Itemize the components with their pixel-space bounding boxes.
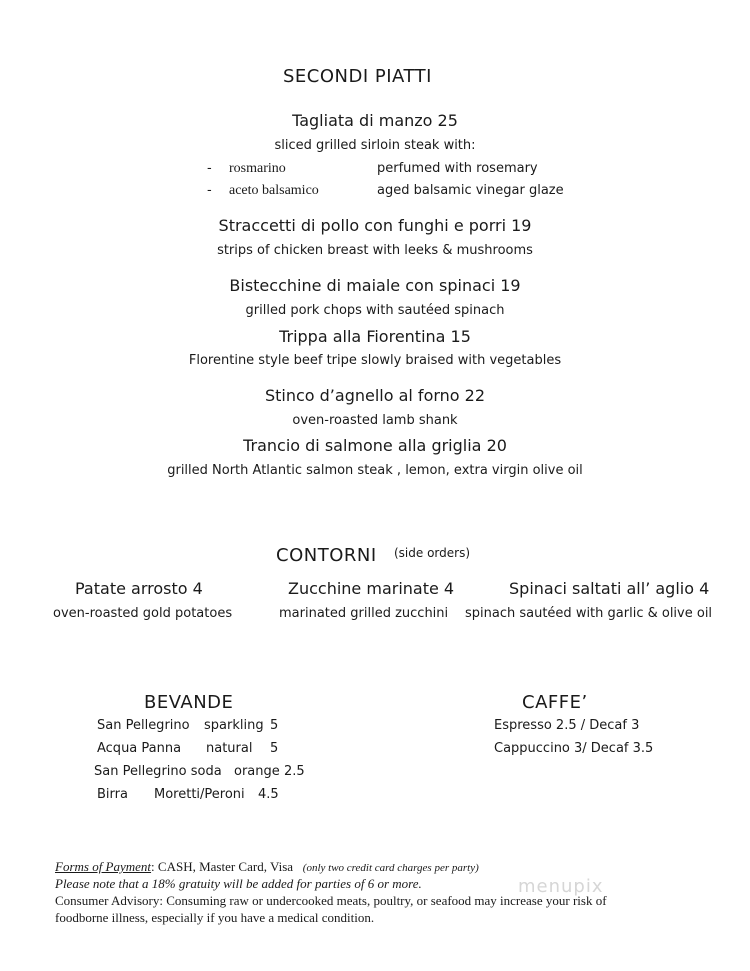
contorno-desc: marinated grilled zucchini bbox=[279, 606, 449, 621]
advisory-line-1: Consumer Advisory: Consuming raw or undercooked meats, poultry, or seafood may increase your risk of bbox=[55, 893, 607, 908]
bevanda-name: Birra bbox=[97, 787, 128, 802]
payment-note: (only two credit card charges per party) bbox=[302, 862, 479, 874]
dish-name: Stinco d’agnello al forno 22 bbox=[264, 386, 486, 405]
dish-name: Straccetti di pollo con funghi e porri 19 bbox=[218, 216, 532, 235]
contorno-name: Patate arrosto 4 bbox=[75, 579, 203, 598]
dish-name: Trancio di salmone alla griglia 20 bbox=[243, 436, 507, 455]
payment-methods: : CASH, Master Card, Visa bbox=[151, 859, 294, 874]
dish-name: Trippa alla Fiorentina 15 bbox=[279, 327, 471, 346]
bevanda-type: natural bbox=[206, 741, 253, 756]
option-desc: aged balsamic vinegar glaze bbox=[377, 183, 564, 198]
watermark: menupix bbox=[518, 876, 604, 897]
dish-desc: oven-roasted lamb shank bbox=[292, 413, 458, 428]
contorni-note: (side orders) bbox=[394, 546, 471, 560]
gratuity-text: Please note that a 18% gratuity will be added for parties of 6 or more. bbox=[55, 876, 422, 891]
bevanda-type: orange bbox=[234, 764, 280, 779]
bevanda-type: Moretti/Peroni bbox=[154, 787, 245, 802]
option-dash: - bbox=[207, 161, 212, 176]
bevanda-name: San Pellegrino soda bbox=[94, 764, 222, 779]
bevanda-name: Acqua Panna bbox=[97, 741, 182, 756]
dish-desc: strips of chicken breast with leeks & mushrooms bbox=[217, 243, 533, 258]
contorno-desc: spinach sautéed with garlic & olive oil bbox=[465, 606, 713, 621]
contorno-name: Spinaci saltati all’ aglio 4 bbox=[509, 579, 710, 598]
payment-label: Forms of Payment bbox=[55, 859, 152, 874]
option-name: aceto balsamico bbox=[229, 183, 319, 198]
section-heading-bevande: BEVANDE bbox=[144, 692, 234, 713]
advisory-line-2: foodborne illness, especially if you have a medical condition. bbox=[55, 910, 375, 925]
option-dash: - bbox=[207, 183, 212, 198]
dish-name: Bistecchine di maiale con spinaci 19 bbox=[229, 276, 521, 295]
caffe-item: Espresso 2.5 / Decaf 3 bbox=[494, 718, 640, 733]
gratuity-line bbox=[55, 875, 422, 892]
bevanda-price: 2.5 bbox=[284, 764, 305, 779]
contorno-desc: oven-roasted gold potatoes bbox=[53, 606, 233, 621]
bevanda-price: 5 bbox=[270, 718, 279, 733]
dish-desc: grilled pork chops with sautéed spinach bbox=[245, 303, 505, 318]
section-heading-caffe: CAFFE’ bbox=[522, 692, 588, 713]
option-name: rosmarino bbox=[229, 161, 286, 176]
bevanda-type: sparkling bbox=[204, 718, 264, 733]
dish-desc: grilled North Atlantic salmon steak , lemon, extra virgin olive oil bbox=[167, 463, 583, 478]
contorno-name: Zucchine marinate 4 bbox=[288, 579, 455, 598]
dish-desc: Florentine style beef tripe slowly braised with vegetables bbox=[188, 353, 562, 368]
caffe-item: Cappuccino 3/ Decaf 3.5 bbox=[494, 741, 654, 756]
bevanda-price: 4.5 bbox=[258, 787, 279, 802]
section-heading-secondi: SECONDI PIATTI bbox=[283, 66, 432, 87]
option-desc: perfumed with rosemary bbox=[377, 161, 538, 176]
bevanda-name: San Pellegrino bbox=[97, 718, 190, 733]
section-heading-contorni: CONTORNI bbox=[276, 545, 377, 566]
bevanda-price: 5 bbox=[270, 741, 279, 756]
dish-desc-tagliata: sliced grilled sirloin steak with: bbox=[274, 138, 476, 153]
dish-name-tagliata: Tagliata di manzo 25 bbox=[292, 111, 458, 130]
